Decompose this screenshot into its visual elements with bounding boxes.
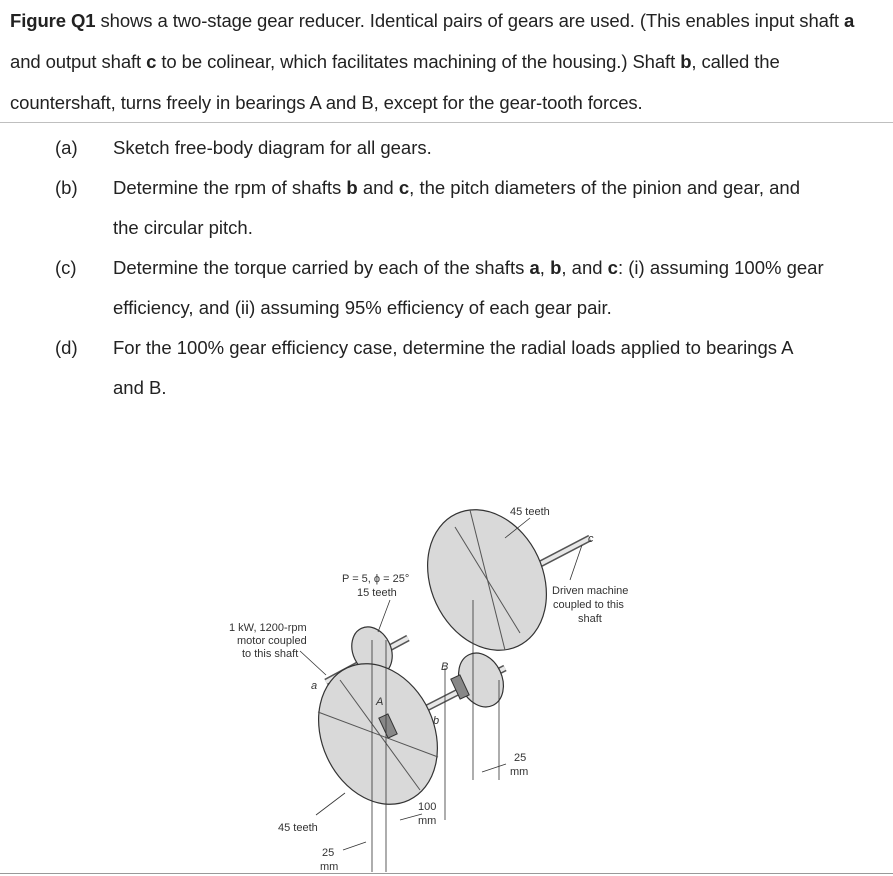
label-motor-3: to this shaft	[242, 648, 299, 660]
question-text: For the 100% gear efficiency case, determine the radial loads applied to bearings A	[113, 337, 794, 358]
label-mm-right: mm	[510, 766, 529, 778]
label-driven-3: shaft	[578, 613, 602, 625]
label-B: B	[441, 661, 449, 673]
label-driven-2: coupled to this	[553, 599, 624, 611]
label-A: A	[376, 696, 384, 708]
label-45-teeth-bottom: 45 teeth	[278, 822, 318, 834]
problem-statement: Figure Q1 shows a two-stage gear reducer. Identical pairs of gears are used. (This enables input shaft a and output shaft c to be colinear, which facilitates machining of the housing.) Shaft b, called the countershaft, turns freely in bearings A and B, except for the gear-tooth forces.	[10, 10, 855, 113]
label-45-teeth-top: 45 teeth	[510, 506, 550, 518]
page-bottom-rule	[0, 873, 893, 874]
figure-ref: Figure Q1	[10, 10, 96, 31]
question-label: (a)	[55, 137, 78, 158]
label-b: b	[433, 715, 440, 727]
question-text: Determine the rpm of shafts b and c, the pitch diameters of the pinion and gear, and	[113, 177, 800, 198]
question-label: (c)	[55, 257, 77, 278]
label-25-bottom: 25	[322, 847, 335, 859]
label-c: c	[588, 533, 594, 545]
label-motor-2: motor coupled	[237, 635, 307, 647]
question-text: Determine the torque carried by each of the shafts a, b, and c: (i) assuming 100% gear	[113, 257, 824, 278]
label-25-right: 25	[514, 752, 527, 764]
question-label: (b)	[55, 177, 78, 198]
question-text: and B.	[113, 377, 167, 398]
question-text: Sketch free-body diagram for all gears.	[113, 137, 432, 158]
label-driven-1: Driven machine	[552, 585, 629, 597]
label-motor-1: 1 kW, 1200-rpm	[229, 622, 307, 634]
label-mm-bottom: mm	[320, 861, 339, 873]
label-a: a	[311, 680, 318, 692]
question-text: the circular pitch.	[113, 217, 253, 238]
label-100: 100	[418, 801, 437, 813]
question-label: (d)	[55, 337, 78, 358]
label-mm-mid: mm	[418, 815, 437, 827]
question-text: efficiency, and (ii) assuming 95% efficiency of each gear pair.	[113, 297, 612, 318]
label-pitch: P = 5, ϕ = 25°	[342, 573, 410, 585]
label-15-teeth: 15 teeth	[357, 587, 397, 599]
